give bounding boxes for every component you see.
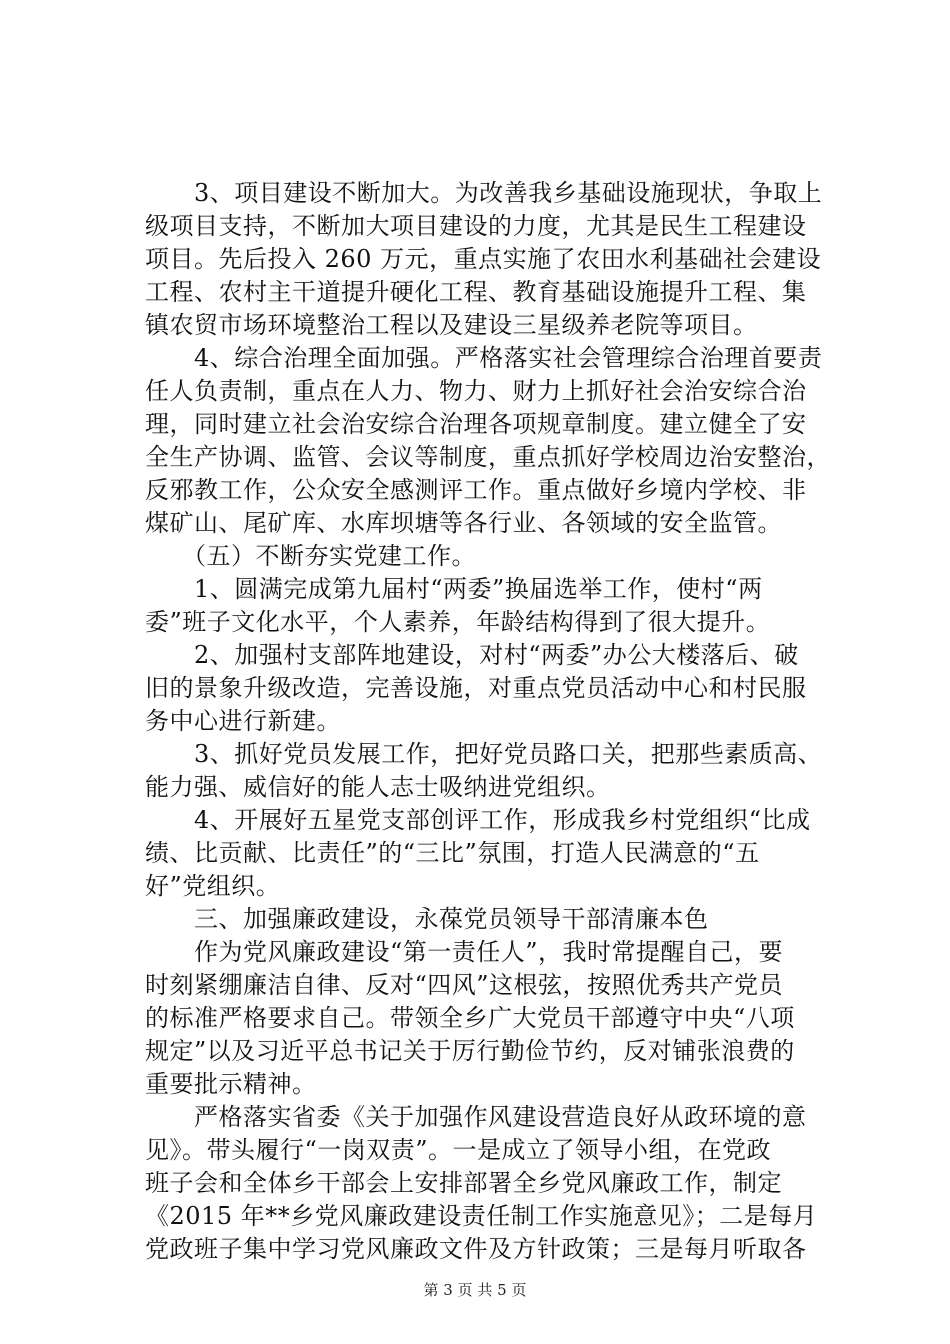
text-line: 时刻紧绷廉洁自律、反对“四风”这根弦，按照优秀共产党员 <box>145 971 784 999</box>
text-line: 3、抓好党员发展工作，把好党员路口关，把那些素质高、 <box>145 740 823 768</box>
text-line: 委”班子文化水平，个人素养，年龄结构得到了很大提升。 <box>145 608 771 636</box>
text-line: 班子会和全体乡干部会上安排部署全乡党风廉政工作，制定 <box>145 1169 782 1197</box>
text-line: 好”党组织。 <box>145 872 281 900</box>
text-line: 规定”以及习近平总书记关于厉行勤俭节约，反对铺张浪费的 <box>145 1037 795 1065</box>
text-line: 重要批示精神。 <box>145 1070 317 1098</box>
section-heading: 三、加强廉政建设，永葆党员领导干部清廉本色 <box>145 905 709 933</box>
page-number-footer: 第 3 页 共 5 页 <box>423 1281 527 1299</box>
text-line: 反邪教工作，公众安全感测评工作。重点做好乡境内学校、非 <box>145 476 807 504</box>
text-line: 4、开展好五星党支部创评工作，形成我乡村党组织“比成 <box>145 806 811 834</box>
text-line: 任人负责制，重点在人力、物力、财力上抓好社会治安综合治 <box>145 377 807 405</box>
text-line: 2、加强村支部阵地建设，对村“两委”办公大楼落后、破 <box>145 641 799 669</box>
section-heading: （五）不断夯实党建工作。 <box>145 542 476 570</box>
text-line: 见》。带头履行“一岗双责”。一是成立了领导小组，在党政 <box>145 1136 772 1164</box>
text-line: 能力强、威信好的能人志士吸纳进党组织。 <box>145 773 611 801</box>
text-line: 《2015 年**乡党风廉政建设责任制工作实施意见》；二是每月 <box>145 1202 818 1230</box>
text-line: 严格落实省委《关于加强作风建设营造良好从政环境的意 <box>145 1103 807 1131</box>
text-line: 作为党风廉政建设“第一责任人”，我时常提醒自己，要 <box>145 938 784 966</box>
text-line: 项目。先后投入 260 万元，重点实施了农田水利基础社会建设 <box>145 245 822 273</box>
text-line: 4、综合治理全面加强。严格落实社会管理综合治理首要责 <box>145 344 823 372</box>
text-line: 全生产协调、监管、会议等制度，重点抓好学校周边治安整治， <box>145 443 831 471</box>
text-line: 煤矿山、尾矿库、水库坝塘等各行业、各领域的安全监管。 <box>145 509 782 537</box>
text-line: 务中心进行新建。 <box>145 707 341 735</box>
text-line: 3、项目建设不断加大。为改善我乡基础设施现状，争取上 <box>145 179 823 207</box>
text-line: 镇农贸市场环境整治工程以及建设三星级养老院等项目。 <box>145 311 758 339</box>
text-line: 旧的景象升级改造，完善设施，对重点党员活动中心和村民服 <box>145 674 807 702</box>
text-line: 绩、比贡献、比责任”的“三比”氛围，打造人民满意的“五 <box>145 839 760 867</box>
text-line: 党政班子集中学习党风廉政文件及方针政策；三是每月听取各 <box>145 1235 807 1263</box>
text-line: 工程、农村主干道提升硬化工程、教育基础设施提升工程、集 <box>145 278 807 306</box>
text-line: 级项目支持，不断加大项目建设的力度，尤其是民生工程建设 <box>145 212 807 240</box>
text-line: 理，同时建立社会治安综合治理各项规章制度。建立健全了安 <box>145 410 807 438</box>
text-line: 的标准严格要求自己。带领全乡广大党员干部遵守中央“八项 <box>145 1004 795 1032</box>
text-line: 1、圆满完成第九届村“两委”换届选举工作，使村“两 <box>145 575 763 603</box>
